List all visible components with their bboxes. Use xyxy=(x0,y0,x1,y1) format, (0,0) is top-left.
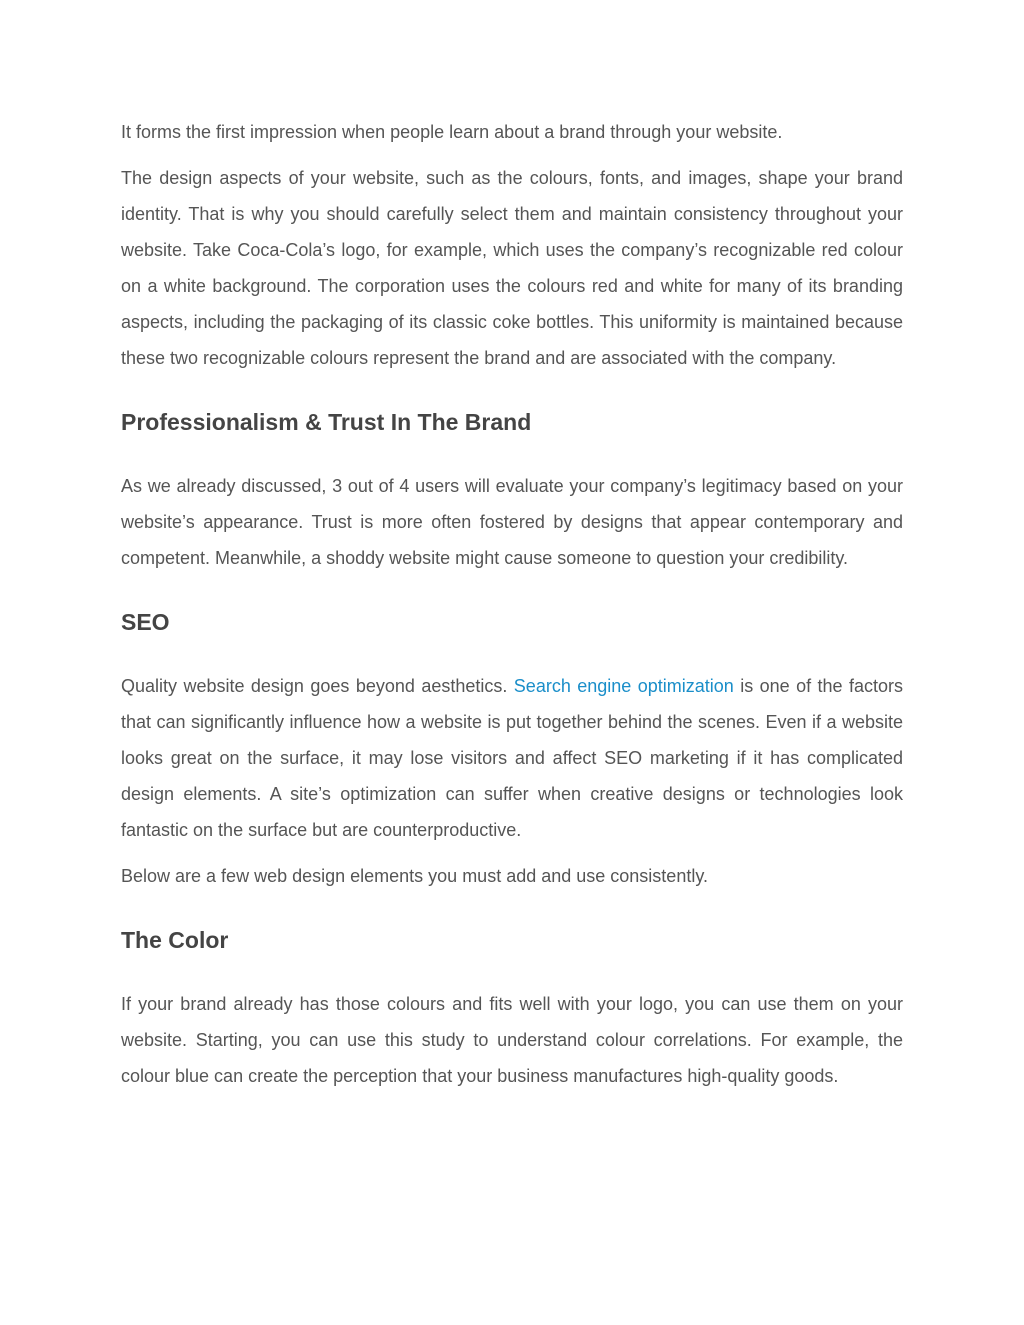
seo-link[interactable]: Search engine optimization xyxy=(513,676,734,696)
intro-paragraph-1: It forms the first impression when people learn about a brand through your website. xyxy=(121,122,783,142)
professionalism-paragraph: As we already discussed, 3 out of 4 users will evaluate your company’s legitimacy based on your website’s appearance. Trust is more often fostered by designs that appear contemporary and competent. Meanwhile, a shoddy website might cause someone to question your credibility. xyxy=(121,476,903,568)
color-paragraph: If your brand already has those colours and fits well with your logo, you can use them on your website. Starting, you can use this study to understand colour correlations. For example, the colour blue can create the perception that your business manufactures high-quality goods. xyxy=(121,994,903,1086)
heading-professionalism: Professionalism & Trust In The Brand xyxy=(121,409,532,435)
seo-text-before: Quality website design goes beyond aesthetics. xyxy=(121,676,514,696)
seo-text-after: is one of the factors that can significantly influence how a website is put together behind the scenes. Even if a website looks great on the surface, it may lose visitors and affect SEO marketing if it has complicated design elements. A site’s optimization can suffer when creative designs or technologies look fantastic on the surface but are counterproductive. xyxy=(121,676,904,840)
document-page xyxy=(121,114,903,1094)
heading-seo: SEO xyxy=(121,609,170,635)
heading-color: The Color xyxy=(121,927,229,953)
seo-paragraph xyxy=(121,668,903,848)
intro-paragraph-2: The design aspects of your website, such as the colours, fonts, and images, shape your brand identity. That is why you should carefully select them and maintain consistency throughout your website. Take Coca-Cola’s logo, for example, which uses the company’s recognizable red colour on a white background. The corporation uses the colours red and white for many of its branding aspects, including the packaging of its classic coke bottles. This uniformity is maintained because these two recognizable colours represent the brand and are associated with the company. xyxy=(121,168,903,368)
seo-paragraph-2: Below are a few web design elements you must add and use consistently. xyxy=(121,866,708,886)
